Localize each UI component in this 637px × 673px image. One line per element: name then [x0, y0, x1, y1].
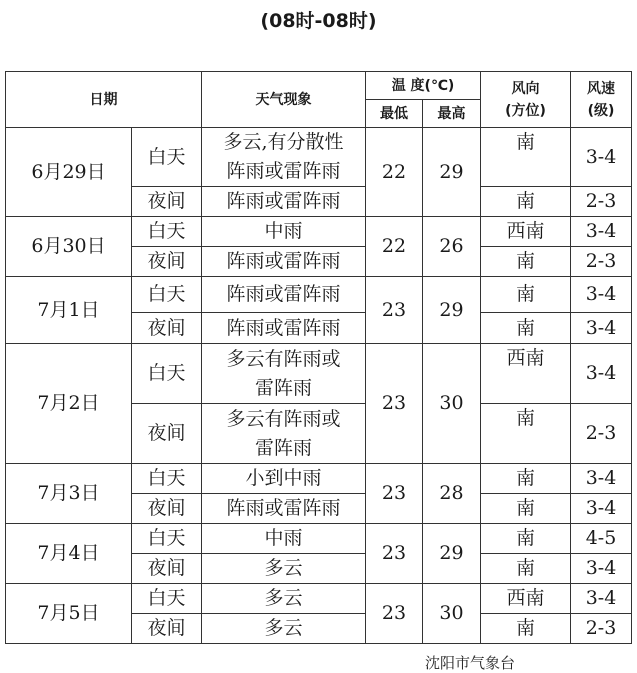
wind-direction-cell: 南: [481, 464, 571, 494]
table-title: (08时-08时): [260, 10, 377, 32]
header-wind-speed-line1: 风速: [587, 80, 615, 97]
wind-direction-cell: 南: [481, 524, 571, 554]
wind-direction-cell: 南: [481, 128, 571, 187]
table-row: [6, 344, 632, 404]
wind-speed-cell: 3-4: [571, 344, 632, 404]
header-temp-high: 最高: [423, 100, 481, 128]
weather-line: 多云: [264, 587, 303, 609]
weather-cell: [202, 247, 366, 277]
date-cell: 7月3日: [6, 464, 132, 524]
wind-speed-cell: 3-4: [571, 554, 632, 584]
weather-cell: [202, 313, 366, 344]
weather-line: 中雨: [264, 220, 303, 242]
wind-speed-cell: 3-4: [571, 313, 632, 344]
weather-line: 多云有阵雨或: [226, 407, 341, 430]
header-wind-direction: [481, 72, 571, 128]
weather-line: 阵雨或雷阵雨: [226, 283, 341, 305]
period-cell: 夜间: [132, 187, 202, 217]
wind-direction-cell: 西南: [481, 344, 571, 404]
weather-line: 多云有阵雨或: [226, 347, 341, 370]
wind-speed-cell: 2-3: [571, 187, 632, 217]
weather-line: 多云: [264, 617, 303, 639]
wind-speed-cell: 3-4: [571, 584, 632, 614]
weather-line: 阵雨或雷阵雨: [226, 250, 341, 272]
wind-speed-cell: 3-4: [571, 277, 632, 313]
wind-speed-cell: 3-4: [571, 464, 632, 494]
weather-cell: [202, 217, 366, 247]
period-cell: 夜间: [132, 313, 202, 344]
wind-speed-cell: 3-4: [571, 217, 632, 247]
wind-speed-cell: 2-3: [571, 614, 632, 644]
wind-direction-cell: 南: [481, 277, 571, 313]
period-cell: 夜间: [132, 554, 202, 584]
wind-direction-cell: 南: [481, 404, 571, 464]
header-temp-low: 最低: [366, 100, 423, 128]
wind-speed-cell: 2-3: [571, 247, 632, 277]
weather-cell: [202, 614, 366, 644]
forecast-table: [5, 71, 632, 644]
temp-high-cell: 30: [423, 584, 481, 644]
weather-line: 阵雨或雷阵雨: [226, 160, 341, 182]
weather-cell: [202, 554, 366, 584]
wind-direction-cell: 西南: [481, 217, 571, 247]
temp-low-cell: 23: [366, 277, 423, 344]
period-cell: 夜间: [132, 494, 202, 524]
period-cell: 白天: [132, 344, 202, 404]
weather-cell: [202, 344, 366, 404]
weather-cell: [202, 277, 366, 313]
issuer-footer: 沈阳市气象台: [425, 654, 516, 672]
temp-high-cell: 26: [423, 217, 481, 277]
forecast-body: [6, 128, 632, 644]
weather-cell: [202, 128, 366, 187]
weather-cell: [202, 404, 366, 464]
date-cell: 6月29日: [6, 128, 132, 217]
table-row: [6, 128, 632, 187]
period-cell: 白天: [132, 217, 202, 247]
table-row: [6, 217, 632, 247]
temp-high-cell: 30: [423, 344, 481, 464]
date-cell: 6月30日: [6, 217, 132, 277]
header-temperature: 温 度(℃): [366, 72, 481, 100]
wind-speed-cell: 2-3: [571, 404, 632, 464]
header-wind-direction-line2: (方位): [505, 102, 546, 119]
date-cell: 7月2日: [6, 344, 132, 464]
period-cell: 白天: [132, 128, 202, 187]
table-row: [6, 524, 632, 554]
temp-low-cell: 23: [366, 464, 423, 524]
temp-low-cell: 23: [366, 524, 423, 584]
temp-low-cell: 22: [366, 217, 423, 277]
period-cell: 白天: [132, 464, 202, 494]
weather-line: 阵雨或雷阵雨: [226, 190, 341, 212]
weather-line: 雷阵雨: [254, 376, 312, 399]
weather-line: 小到中雨: [245, 467, 322, 489]
wind-speed-cell: 4-5: [571, 524, 632, 554]
temp-high-cell: 29: [423, 524, 481, 584]
period-cell: 夜间: [132, 404, 202, 464]
weather-cell: [202, 187, 366, 217]
wind-direction-cell: 南: [481, 247, 571, 277]
period-cell: 白天: [132, 524, 202, 554]
temp-low-cell: 22: [366, 128, 423, 217]
temp-high-cell: 29: [423, 128, 481, 217]
period-cell: 白天: [132, 277, 202, 313]
temp-low-cell: 23: [366, 584, 423, 644]
header-date: 日期: [6, 72, 202, 128]
period-cell: 白天: [132, 584, 202, 614]
table-row: [6, 277, 632, 313]
date-cell: 7月4日: [6, 524, 132, 584]
weather-cell: [202, 584, 366, 614]
wind-direction-cell: 南: [481, 494, 571, 524]
weather-cell: [202, 494, 366, 524]
weather-line: 阵雨或雷阵雨: [226, 497, 341, 519]
wind-direction-cell: 西南: [481, 584, 571, 614]
wind-direction-cell: 南: [481, 187, 571, 217]
period-cell: 夜间: [132, 614, 202, 644]
header-weather: 天气现象: [202, 72, 366, 128]
temp-high-cell: 29: [423, 277, 481, 344]
table-row: [6, 464, 632, 494]
weather-line: 雷阵雨: [254, 436, 312, 459]
wind-direction-cell: 南: [481, 313, 571, 344]
header-wind-speed-line2: (级): [587, 102, 615, 119]
header-wind-direction-line1: 风向: [511, 80, 540, 97]
weather-line: 多云,有分散性: [223, 131, 344, 153]
temp-low-cell: 23: [366, 344, 423, 464]
wind-speed-cell: 3-4: [571, 128, 632, 187]
weather-cell: [202, 464, 366, 494]
weather-cell: [202, 524, 366, 554]
date-cell: 7月1日: [6, 277, 132, 344]
weather-line: 多云: [264, 557, 303, 579]
temp-high-cell: 28: [423, 464, 481, 524]
header-wind-speed: [571, 72, 632, 128]
wind-direction-cell: 南: [481, 614, 571, 644]
table-row: [6, 584, 632, 614]
period-cell: 夜间: [132, 247, 202, 277]
date-cell: 7月5日: [6, 584, 132, 644]
weather-line: 中雨: [264, 527, 303, 549]
wind-speed-cell: 3-4: [571, 494, 632, 524]
weather-line: 阵雨或雷阵雨: [226, 316, 341, 339]
wind-direction-cell: 南: [481, 554, 571, 584]
